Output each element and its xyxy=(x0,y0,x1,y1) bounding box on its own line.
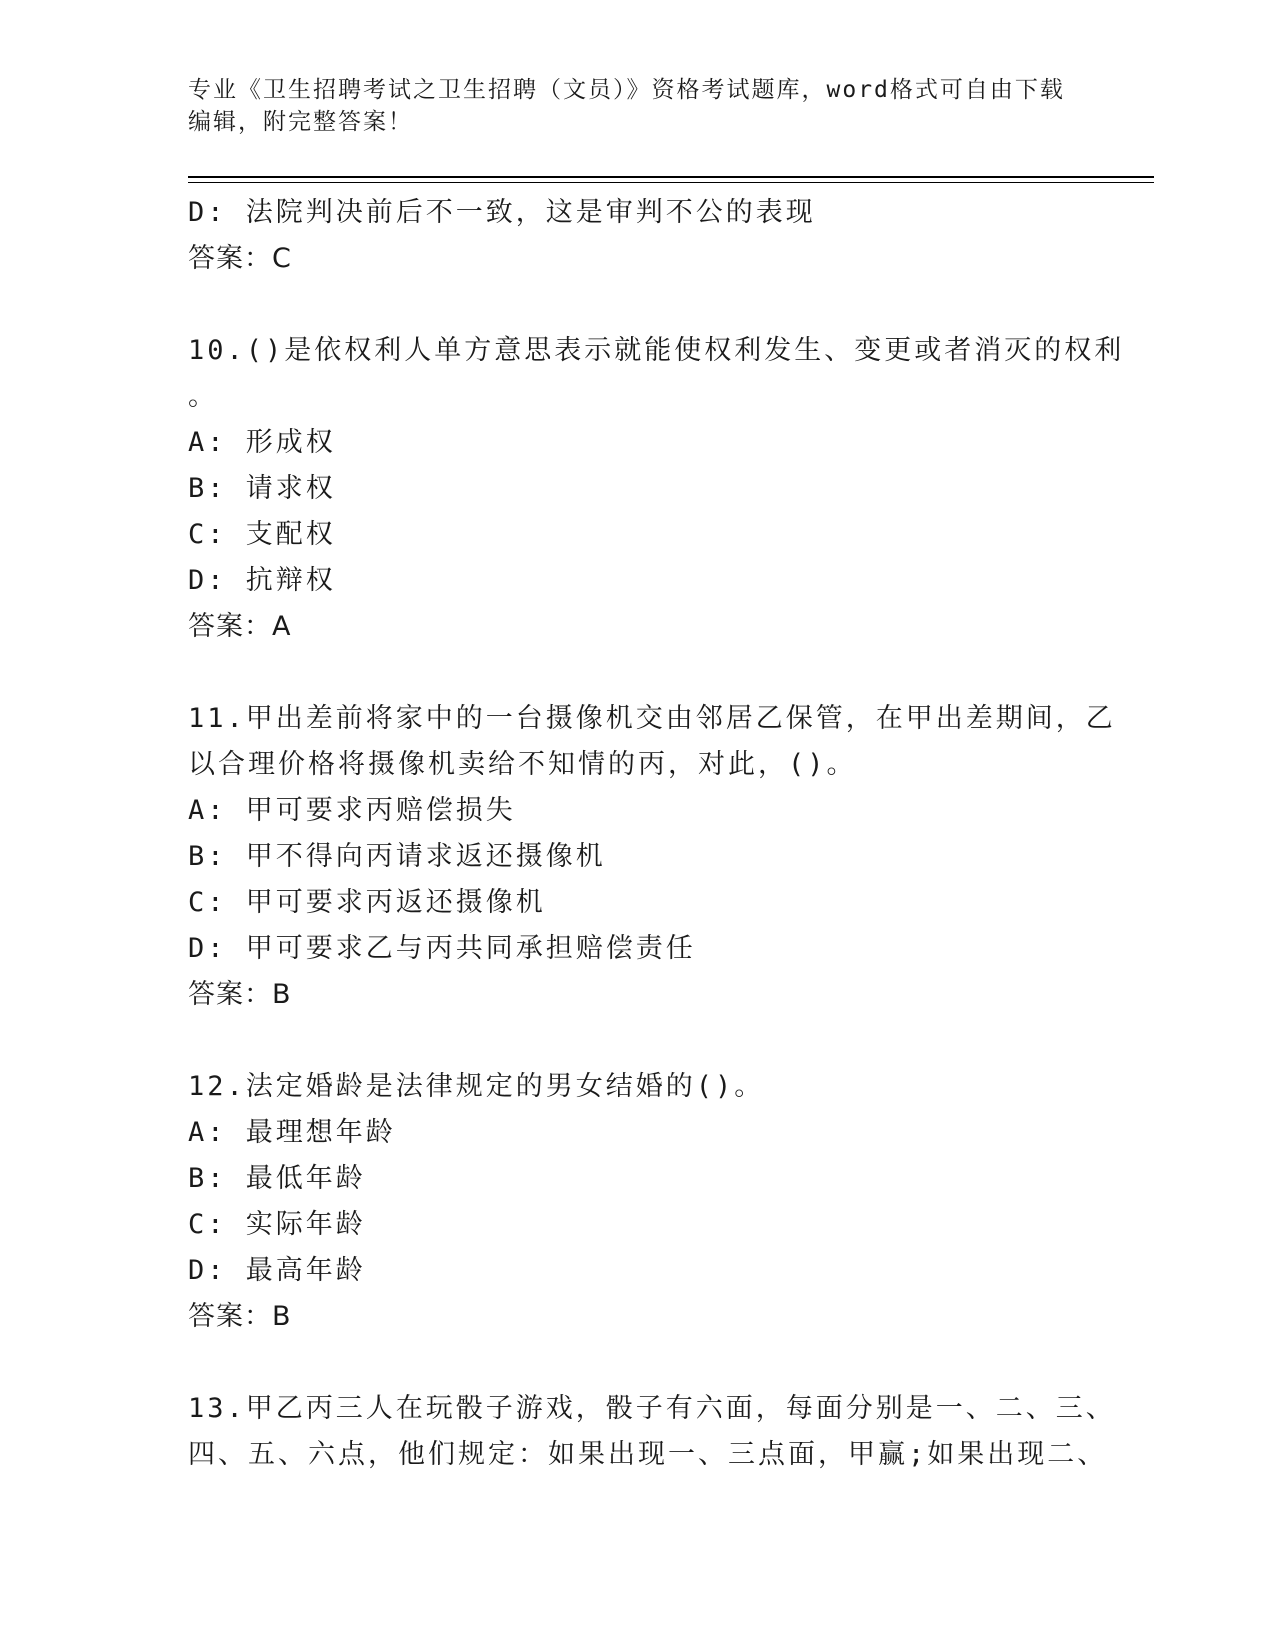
question-list xyxy=(188,190,1125,1478)
answer-text: 答案：B xyxy=(188,1301,292,1332)
question-stem-line-1: 13.甲乙丙三人在玩骰子游戏，骰子有六面，每面分别是一、二、三、 xyxy=(188,1393,1116,1424)
question-stem-line-2: 四、五、六点，他们规定：如果出现一、三点面，甲赢;如果出现二、 xyxy=(188,1439,1108,1470)
question-11 xyxy=(188,696,1116,1018)
question-stem-line-1: 11.甲出差前将家中的一台摄像机交由邻居乙保管，在甲出差期间，乙 xyxy=(188,703,1116,734)
option-a: A: 最理想年龄 xyxy=(188,1117,396,1148)
spacer xyxy=(188,1340,1088,1386)
question-stem-line-2: 以合理价格将摄像机卖给不知情的丙，对此，()。 xyxy=(188,749,857,780)
answer-text: 答案：C xyxy=(188,243,292,274)
question-10 xyxy=(188,328,1125,650)
option-d: D: 法院判决前后不一致，这是审判不公的表现 xyxy=(188,197,816,228)
option-a: A: 甲可要求丙赔偿损失 xyxy=(188,795,516,826)
answer-text: 答案：A xyxy=(188,611,292,642)
question-stem-line-2: 。 xyxy=(188,381,218,412)
option-b: B: 请求权 xyxy=(188,473,336,504)
answer-text: 答案：B xyxy=(188,979,292,1010)
spacer xyxy=(188,650,1088,696)
header-divider-thin xyxy=(188,182,1154,183)
header-divider-thick xyxy=(188,176,1154,178)
option-c: C: 甲可要求丙返还摄像机 xyxy=(188,887,546,918)
option-c: C: 支配权 xyxy=(188,519,336,550)
header-line-2: 编辑，附完整答案！ xyxy=(188,109,413,135)
document-header xyxy=(188,74,1088,138)
header-line-1: 专业《卫生招聘考试之卫生招聘（文员）》资格考试题库，word格式可自由下载 xyxy=(188,77,1065,103)
option-a: A: 形成权 xyxy=(188,427,336,458)
option-d: D: 甲可要求乙与丙共同承担赔偿责任 xyxy=(188,933,696,964)
question-12 xyxy=(188,1064,1088,1340)
option-c: C: 实际年龄 xyxy=(188,1209,366,1240)
option-d: D: 抗辩权 xyxy=(188,565,336,596)
question-stem-line-1: 10.()是依权利人单方意思表示就能使权利发生、变更或者消灭的权利 xyxy=(188,335,1125,366)
option-b: B: 甲不得向丙请求返还摄像机 xyxy=(188,841,606,872)
question-13 xyxy=(188,1386,1116,1478)
spacer xyxy=(188,1018,1088,1064)
spacer xyxy=(188,282,1088,328)
question-prev-tail xyxy=(188,190,1088,282)
option-d: D: 最高年龄 xyxy=(188,1255,366,1286)
question-stem-line-1: 12.法定婚龄是法律规定的男女结婚的()。 xyxy=(188,1071,765,1102)
option-b: B: 最低年龄 xyxy=(188,1163,366,1194)
